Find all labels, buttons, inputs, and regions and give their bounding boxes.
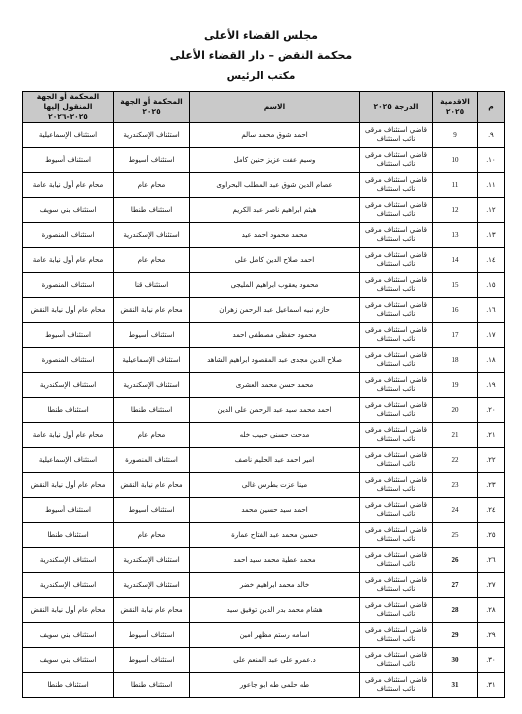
name-cell: محمود حفظى مصطفى احمد: [190, 323, 360, 348]
name-cell: خالد محمد ابراهيم خضر: [190, 573, 360, 598]
seniority-cell: 28: [433, 598, 478, 623]
row-number: ١٢.: [478, 198, 505, 223]
degree-cell: قاضي استئناف مرقى نائب استئناف: [360, 148, 433, 173]
table-row: [23, 598, 505, 623]
court-cell: محام عام نيابة النقض: [114, 598, 190, 623]
destination-cell: استئناف أسيوط: [23, 498, 114, 523]
table-row: [23, 398, 505, 423]
name-cell: عصام الدين شوق عبد المطلب البحراوى: [190, 173, 360, 198]
court-cell: استئناف المنصورة: [114, 448, 190, 473]
court-cell: استئناف طنطا: [114, 398, 190, 423]
row-number: ١٤.: [478, 248, 505, 273]
row-number: ٣٠.: [478, 648, 505, 673]
table-header-row: [23, 92, 505, 123]
degree-cell: قاضي استئناف مرقى نائب استئناف: [360, 423, 433, 448]
table-row: [23, 123, 505, 148]
destination-cell: استئناف المنصورة: [23, 273, 114, 298]
destination-cell: استئناف طنطا: [23, 673, 114, 698]
document-header: [0, 26, 522, 86]
name-cell: احمد سيد حسين محمد: [190, 498, 360, 523]
table-row: [23, 298, 505, 323]
table-row: [23, 473, 505, 498]
row-number: ٢٨.: [478, 598, 505, 623]
degree-cell: قاضي استئناف مرقى نائب استئناف: [360, 223, 433, 248]
table-row: [23, 173, 505, 198]
name-cell: مدحت حسنى حبيب خله: [190, 423, 360, 448]
destination-cell: استئناف بني سويف: [23, 198, 114, 223]
name-cell: هيثم ابراهيم ناصر عبد الكريم: [190, 198, 360, 223]
name-cell: احمد شوق محمد سالم: [190, 123, 360, 148]
degree-cell: قاضي استئناف مرقى نائب استئناف: [360, 123, 433, 148]
court-cell: استئناف الإسكندرية: [114, 123, 190, 148]
degree-cell: قاضي استئناف مرقى نائب استئناف: [360, 248, 433, 273]
row-number: ١٠.: [478, 148, 505, 173]
destination-cell: استئناف الإسماعيلية: [23, 123, 114, 148]
degree-cell: قاضي استئناف مرقى نائب استئناف: [360, 373, 433, 398]
degree-cell: قاضي استئناف مرقى نائب استئناف: [360, 598, 433, 623]
court-cell: استئناف طنطا: [114, 198, 190, 223]
name-cell: محمد محمود احمد عيد: [190, 223, 360, 248]
degree-cell: قاضي استئناف مرقى نائب استئناف: [360, 173, 433, 198]
destination-cell: محام عام أول نيابة النقض: [23, 473, 114, 498]
header-seniority: الاقدمية ٢٠٢٥: [433, 92, 478, 123]
destination-cell: استئناف طنطا: [23, 523, 114, 548]
table-row: [23, 498, 505, 523]
name-cell: حازم نبيه اسماعيل عبد الرحمن زهران: [190, 298, 360, 323]
court-cell: استئناف أسيوط: [114, 648, 190, 673]
seniority-cell: 11: [433, 173, 478, 198]
seniority-cell: 22: [433, 448, 478, 473]
table-row: [23, 448, 505, 473]
table-row: [23, 273, 505, 298]
seniority-cell: 9: [433, 123, 478, 148]
header-num: م: [478, 92, 505, 123]
row-number: ٢٩.: [478, 623, 505, 648]
court-title: محكمة النقض – دار القضاء الأعلى: [169, 49, 353, 62]
row-number: ١٧.: [478, 323, 505, 348]
row-number: ١٨.: [478, 348, 505, 373]
name-cell: طه حلمى طه ابو جاعور: [190, 673, 360, 698]
row-number: ٢٢.: [478, 448, 505, 473]
row-number: ١١.: [478, 173, 505, 198]
destination-cell: استئناف المنصورة: [23, 348, 114, 373]
court-cell: استئناف الإسكندرية: [114, 548, 190, 573]
seniority-cell: 27: [433, 573, 478, 598]
destination-cell: محام عام أول نيابة النقض: [23, 298, 114, 323]
seniority-cell: 29: [433, 623, 478, 648]
court-cell: محام عام نيابة النقض: [114, 298, 190, 323]
table-row: [23, 573, 505, 598]
degree-cell: قاضي استئناف مرقى نائب استئناف: [360, 298, 433, 323]
row-number: ١٦.: [478, 298, 505, 323]
destination-cell: استئناف الإسماعيلية: [23, 448, 114, 473]
name-cell: محمد حسن محمد العشرى: [190, 373, 360, 398]
destination-cell: محام عام أول نيابة عامة: [23, 173, 114, 198]
degree-cell: قاضي استئناف مرقى نائب استئناف: [360, 448, 433, 473]
destination-cell: استئناف طنطا: [23, 398, 114, 423]
seniority-cell: 20: [433, 398, 478, 423]
row-number: ٢٦.: [478, 548, 505, 573]
header-name: الاسم: [190, 92, 360, 123]
row-number: ٣١.: [478, 673, 505, 698]
table-row: [23, 148, 505, 173]
council-title: مجلس القضاء الأعلى: [204, 29, 318, 42]
table-row: [23, 523, 505, 548]
name-cell: احمد محمد سيد عبد الرحمن على الدين: [190, 398, 360, 423]
degree-cell: قاضي استئناف مرقى نائب استئناف: [360, 398, 433, 423]
table-row: [23, 423, 505, 448]
destination-cell: استئناف بني سويف: [23, 623, 114, 648]
seniority-cell: 30: [433, 648, 478, 673]
seniority-cell: 14: [433, 248, 478, 273]
court-cell: محام عام نيابة النقض: [114, 473, 190, 498]
court-cell: استئناف الإسكندرية: [114, 373, 190, 398]
degree-cell: قاضي استئناف مرقى نائب استئناف: [360, 273, 433, 298]
seniority-cell: 15: [433, 273, 478, 298]
court-cell: استئناف أسيوط: [114, 148, 190, 173]
row-number: ٢٤.: [478, 498, 505, 523]
court-cell: استئناف أسيوط: [114, 323, 190, 348]
court-cell: محام عام: [114, 248, 190, 273]
destination-cell: استئناف أسيوط: [23, 148, 114, 173]
header-degree: الدرجة ٢٠٢٥: [360, 92, 433, 123]
name-cell: د.عمرو على عبد المنعم على: [190, 648, 360, 673]
destination-cell: محام عام أول نيابة عامة: [23, 423, 114, 448]
seniority-cell: 13: [433, 223, 478, 248]
seniority-cell: 10: [433, 148, 478, 173]
court-cell: استئناف أسيوط: [114, 498, 190, 523]
destination-cell: استئناف الإسكندرية: [23, 373, 114, 398]
judges-transfer-table: [22, 91, 505, 698]
seniority-cell: 21: [433, 423, 478, 448]
degree-cell: قاضي استئناف مرقى نائب استئناف: [360, 198, 433, 223]
destination-cell: استئناف بني سويف: [23, 648, 114, 673]
name-cell: احمد صلاح الدين كامل على: [190, 248, 360, 273]
seniority-cell: 25: [433, 523, 478, 548]
seniority-cell: 31: [433, 673, 478, 698]
name-cell: محمود يعقوب ابراهيم المليجى: [190, 273, 360, 298]
name-cell: وسيم عفت عزيز حنين كامل: [190, 148, 360, 173]
degree-cell: قاضي استئناف مرقى نائب استئناف: [360, 673, 433, 698]
table-row: [23, 223, 505, 248]
court-cell: استئناف الإسماعيلية: [114, 348, 190, 373]
table-row: [23, 673, 505, 698]
court-cell: استئناف الإسكندرية: [114, 573, 190, 598]
table-row: [23, 348, 505, 373]
destination-cell: محام عام أول نيابة عامة: [23, 248, 114, 273]
name-cell: امير احمد عبد الحليم ناصف: [190, 448, 360, 473]
name-cell: اسامه رستم مظهر امين: [190, 623, 360, 648]
office-title: مكتب الرئيس: [226, 70, 296, 82]
row-number: ١٣.: [478, 223, 505, 248]
name-cell: هشام محمد بدر الدين توفيق سيد: [190, 598, 360, 623]
seniority-cell: 16: [433, 298, 478, 323]
court-cell: استئناف قنا: [114, 273, 190, 298]
degree-cell: قاضي استئناف مرقى نائب استئناف: [360, 323, 433, 348]
name-cell: محمد عطية محمد سيد احمد: [190, 548, 360, 573]
row-number: ٢٠.: [478, 398, 505, 423]
destination-cell: استئناف المنصورة: [23, 223, 114, 248]
destination-cell: محام عام أول نيابة النقض: [23, 598, 114, 623]
seniority-cell: 18: [433, 348, 478, 373]
row-number: ٢٣.: [478, 473, 505, 498]
degree-cell: قاضي استئناف مرقى نائب استئناف: [360, 498, 433, 523]
name-cell: صلاح الدين مجدى عبد المقصود ابراهيم الشاهد: [190, 348, 360, 373]
degree-cell: قاضي استئناف مرقى نائب استئناف: [360, 573, 433, 598]
court-cell: استئناف طنطا: [114, 673, 190, 698]
destination-cell: استئناف أسيوط: [23, 323, 114, 348]
table-body: [23, 123, 505, 698]
degree-cell: قاضي استئناف مرقى نائب استئناف: [360, 648, 433, 673]
table-row: [23, 323, 505, 348]
table-row: [23, 248, 505, 273]
row-number: ٢١.: [478, 423, 505, 448]
seniority-cell: 19: [433, 373, 478, 398]
court-cell: استئناف أسيوط: [114, 623, 190, 648]
header-court: المحكمة أو الجهة ٢٠٢٥: [114, 92, 190, 123]
seniority-cell: 23: [433, 473, 478, 498]
name-cell: حسين محمد عبد الفتاح عمارة: [190, 523, 360, 548]
row-number: ١٥.: [478, 273, 505, 298]
row-number: ٢٥.: [478, 523, 505, 548]
row-number: ٢٧.: [478, 573, 505, 598]
table-row: [23, 623, 505, 648]
seniority-cell: 24: [433, 498, 478, 523]
table-row: [23, 548, 505, 573]
court-cell: محام عام: [114, 423, 190, 448]
table-row: [23, 198, 505, 223]
court-cell: محام عام: [114, 523, 190, 548]
seniority-cell: 12: [433, 198, 478, 223]
table-row: [23, 373, 505, 398]
table-row: [23, 648, 505, 673]
header-destination: المحكمة أو الجهة المنقول إليها ٢٠٢٥-٢٠٢٦: [23, 92, 114, 123]
name-cell: مينا عزت بطرس غالى: [190, 473, 360, 498]
degree-cell: قاضي استئناف مرقى نائب استئناف: [360, 623, 433, 648]
destination-cell: استئناف الإسكندرية: [23, 548, 114, 573]
seniority-cell: 17: [433, 323, 478, 348]
court-cell: استئناف الإسكندرية: [114, 223, 190, 248]
degree-cell: قاضي استئناف مرقى نائب استئناف: [360, 348, 433, 373]
row-number: ٩.: [478, 123, 505, 148]
degree-cell: قاضي استئناف مرقى نائب استئناف: [360, 523, 433, 548]
row-number: ١٩.: [478, 373, 505, 398]
degree-cell: قاضي استئناف مرقى نائب استئناف: [360, 548, 433, 573]
seniority-cell: 26: [433, 548, 478, 573]
court-cell: محام عام: [114, 173, 190, 198]
degree-cell: قاضي استئناف مرقى نائب استئناف: [360, 473, 433, 498]
destination-cell: استئناف الإسكندرية: [23, 573, 114, 598]
